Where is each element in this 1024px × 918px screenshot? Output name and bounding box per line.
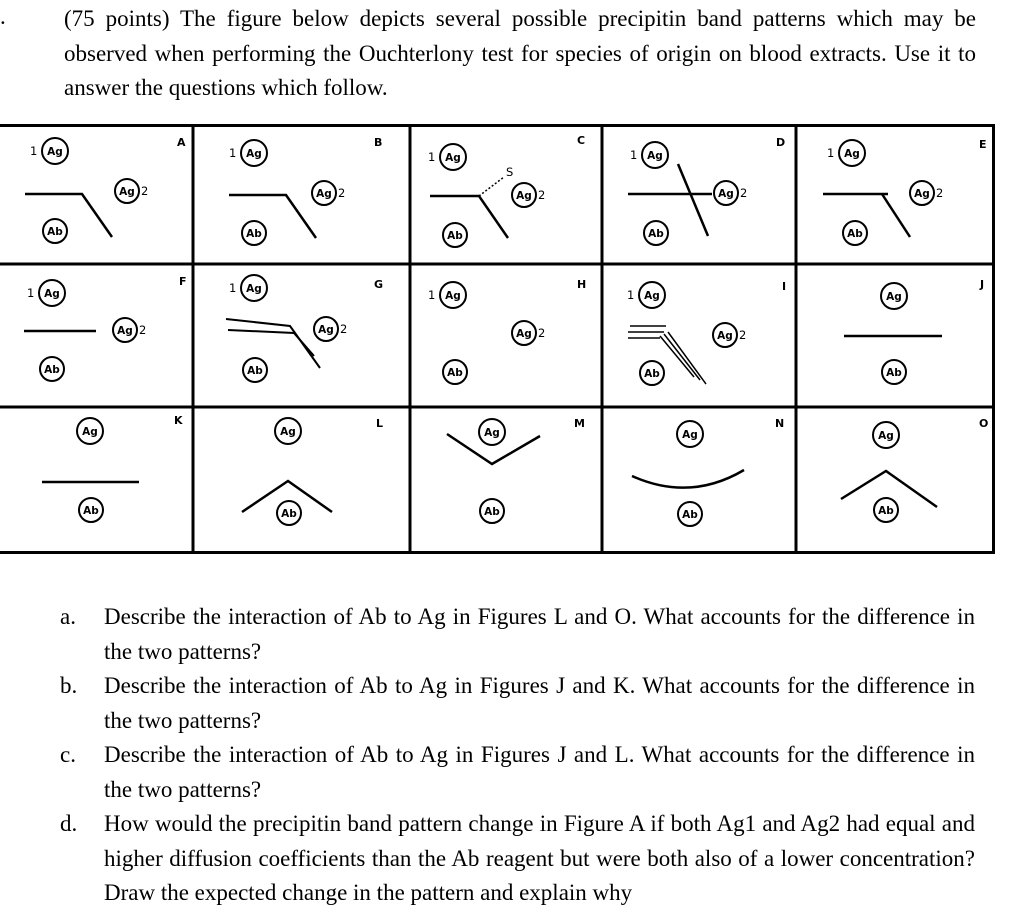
question-text: Describe the interaction of Ab to Ag in Figures L and O. What accounts for the difference in the two patterns? [104, 604, 975, 664]
panel-letter: N [775, 417, 785, 430]
ag1-number: 1 [627, 288, 635, 302]
panel-l [242, 417, 383, 525]
ab-label: Ab [447, 230, 463, 242]
question-text: How would the precipitin band pattern change in Figure A if both Ag1 and Ag2 had equal and higher diffusion coefficients than the Ab reagent but were both also of a lower concentration? Draw the expected change in the pattern and explain why [104, 811, 975, 905]
panel-c [428, 134, 585, 247]
ag-label: Ag [844, 148, 860, 160]
ab-label: Ab [281, 508, 297, 520]
precipitin-band [430, 196, 508, 238]
ag-label: Ag [516, 190, 532, 202]
question-label: c. [60, 742, 76, 767]
panel-letter: J [980, 278, 985, 291]
panel-e [823, 138, 987, 245]
ag-label: Ag [445, 290, 461, 302]
ag-label: Ag [445, 152, 461, 164]
panel-f [24, 275, 187, 381]
question-text: Describe the interaction of Ab to Ag in Figures J and L. What accounts for the difference in the two patterns? [104, 742, 975, 802]
panel-letter: D [776, 136, 786, 149]
ab-label: Ab [847, 228, 863, 240]
precipitin-band [632, 470, 744, 488]
ag-label: Ag [82, 426, 98, 438]
question-item-c [60, 738, 975, 807]
spur-label: S [506, 165, 514, 179]
ag-label: Ag [886, 291, 902, 303]
ag-label: Ag [717, 330, 733, 342]
panel-j [844, 278, 984, 384]
precipitin-band-2 [882, 194, 910, 237]
panel-a [25, 136, 186, 243]
ag2-number: 2 [740, 186, 748, 200]
question-label: b. [60, 673, 78, 698]
ag-label: Ag [516, 328, 532, 340]
question-bullet: . [0, 4, 6, 29]
question-list [60, 600, 975, 911]
panel-letter: B [374, 136, 383, 149]
ag-label: Ag [117, 325, 133, 337]
ag-label: Ag [914, 188, 930, 200]
panel-letter: I [782, 280, 787, 293]
panel-h [428, 278, 586, 384]
ab-label: Ab [44, 364, 60, 376]
ag-label: Ag [484, 427, 500, 439]
panel-letter: A [177, 136, 186, 149]
ag1-number: 1 [428, 288, 436, 302]
panel-letter: G [374, 278, 384, 291]
panel-d [628, 136, 785, 245]
ag-label: Ag [318, 324, 334, 336]
question-item-d [60, 807, 975, 911]
precipitin-band-2 [678, 164, 708, 236]
ag-label: Ag [647, 150, 663, 162]
ag2-number: 2 [936, 186, 944, 200]
panel-letter: K [174, 414, 183, 427]
question-label: d. [60, 811, 78, 836]
panel-letter: L [376, 417, 384, 430]
panel-letter: M [574, 417, 585, 430]
ag2-number: 2 [538, 326, 546, 340]
ag-label: Ag [644, 290, 660, 302]
ag-label: Ag [280, 426, 296, 438]
ab-label: Ab [878, 505, 894, 517]
panel-letter: E [979, 138, 987, 151]
spur-line [479, 177, 504, 196]
ab-label: Ab [447, 367, 463, 379]
ag-label: Ag [682, 429, 698, 441]
question-label: a. [60, 604, 76, 629]
ab-label: Ab [648, 228, 664, 240]
ag1-number: 1 [30, 144, 38, 158]
panel-m [447, 417, 585, 523]
panel-letter: H [577, 278, 587, 291]
ag2-number: 2 [340, 322, 348, 336]
ag-label: Ag [878, 430, 894, 442]
precipitin-band [25, 194, 112, 237]
ag-label: Ag [44, 288, 60, 300]
question-item-a [60, 600, 975, 669]
ag-label: Ag [47, 146, 63, 158]
grid-lines [0, 124, 995, 554]
ag1-number: 1 [27, 286, 35, 300]
ab-label: Ab [83, 505, 99, 517]
panel-i [627, 280, 786, 385]
ab-label: Ab [682, 509, 698, 521]
ag1-number: 1 [229, 146, 237, 160]
question-text: Describe the interaction of Ab to Ag in Figures J and K. What accounts for the difference in the two patterns? [104, 673, 975, 733]
ag2-number: 2 [739, 328, 747, 342]
ag1-number: 1 [630, 148, 638, 162]
panel-g [226, 275, 383, 382]
ag-label: Ag [316, 188, 332, 200]
ag-label: Ag [718, 188, 734, 200]
ag-label: Ag [119, 186, 135, 198]
panel-o [841, 417, 988, 522]
ag1-number: 1 [229, 281, 237, 295]
ag2-number: 2 [141, 184, 149, 198]
ab-label: Ab [247, 365, 263, 377]
panel-n [632, 417, 784, 526]
ag1-number: 1 [428, 150, 436, 164]
ab-label: Ab [484, 506, 500, 518]
panel-letter: F [179, 275, 187, 288]
precipitin-band-1 [226, 319, 320, 368]
panel-letter: C [577, 134, 586, 147]
question-intro: (75 points) The figure below depicts several possible precipitin band patterns which may be observed when performing the Ouchterlony test for species of origin on blood extracts. Use it to answer the questions which follow. [64, 6, 976, 100]
panel-k [42, 414, 183, 522]
ag-label: Ag [246, 283, 262, 295]
ab-label: Ab [886, 367, 902, 379]
question-item-b [60, 669, 975, 738]
panel-letter: O [979, 417, 989, 430]
ag1-number: 1 [827, 146, 835, 160]
ouchterlony-figure [0, 124, 1000, 556]
ag2-number: 2 [338, 186, 346, 200]
ag2-number: 2 [538, 188, 546, 202]
panel-b [229, 136, 382, 245]
ag2-number: 2 [139, 323, 147, 337]
ag-label: Ag [246, 148, 262, 160]
ab-label: Ab [644, 368, 660, 380]
ab-label: Ab [47, 226, 63, 238]
ab-label: Ab [246, 228, 262, 240]
